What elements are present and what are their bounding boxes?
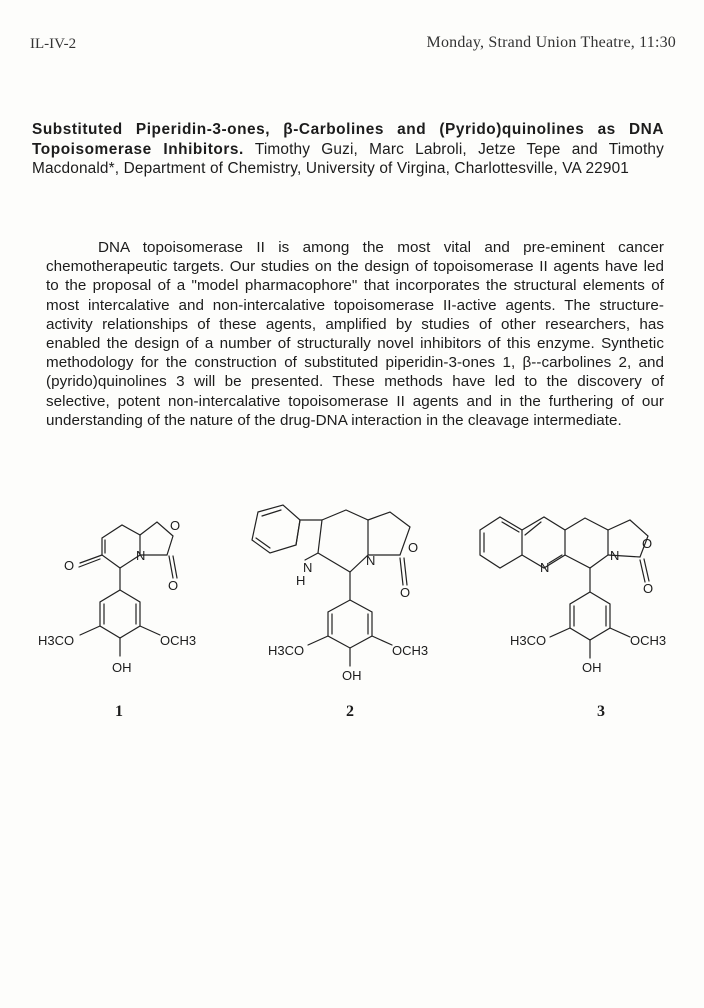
atom-label: OCH3 — [160, 633, 197, 648]
atom-label: O — [170, 518, 181, 533]
atom-label: O — [400, 585, 411, 600]
atom-label: OCH3 — [630, 633, 667, 648]
compound-number-3: 3 — [597, 703, 605, 720]
session-time-location: Monday, Strand Union Theatre, 11:30 — [426, 34, 676, 51]
atom-label: OH — [112, 660, 132, 675]
compound-number-2: 2 — [346, 703, 354, 720]
atom-label: H — [296, 573, 306, 588]
atom-label: O — [408, 540, 419, 555]
atom-label: N — [136, 548, 146, 563]
atom-label: N — [366, 553, 376, 568]
atom-label: O — [168, 578, 179, 593]
atom-label: H3CO — [268, 643, 305, 658]
atom-label: H3CO — [38, 633, 75, 648]
session-code: IL-IV-2 — [30, 36, 77, 52]
structure-3 — [480, 517, 649, 658]
abstract-authors: Timothy Guzi, Marc Labroli, Jetze Tepe and Timothy Macdonald*, Department of Chemistry, University of Virgina, Charlottesville, VA 22901 — [32, 140, 664, 177]
atom-label: O — [643, 581, 654, 596]
structures-figure — [0, 490, 704, 700]
atom-label: N — [610, 548, 620, 563]
atom-label: N — [540, 560, 550, 575]
atom-label: O — [642, 536, 653, 551]
abstract-heading — [32, 120, 664, 179]
abstract-title: Substituted Piperidin-3-ones, β-Carbolines and (Pyrido)quinolines as DNA Topoisomerase Inhibitors. — [32, 121, 664, 158]
atom-label: H3CO — [510, 633, 547, 648]
atom-label: O — [64, 558, 75, 573]
structure-2 — [252, 505, 410, 666]
atom-label: N — [303, 560, 313, 575]
compound-number-1: 1 — [115, 703, 123, 720]
atom-label: OCH3 — [392, 643, 429, 658]
atom-label: OH — [582, 660, 602, 675]
abstract-body: DNA topoisomerase II is among the most vital and pre-eminent cancer chemotherapeutic targets. Our studies on the design of topoisomerase II agents have led to the proposal of a "model pharmacophore" that incorporates the structural elements of most intercalative and non-intercalative topoisomerase II-active agents. The structure-activity relationships of these agents, amplified by studies of other researchers, has enabled the design of a number of structurally novel inhibitors of this enzyme. Synthetic methodology for the construction of substituted piperidin-3-ones 1, β--carbolines 2, and (pyrido)quinolines 3 will be presented. These methods have led to the discovery of selective, potent non-intercalative topoisomerase II agents and in the furthering of our understanding of the nature of the drug-DNA interaction in the cleavage intermediate. — [46, 239, 664, 429]
atom-label: OH — [342, 668, 362, 683]
chemical-structures — [0, 490, 704, 705]
